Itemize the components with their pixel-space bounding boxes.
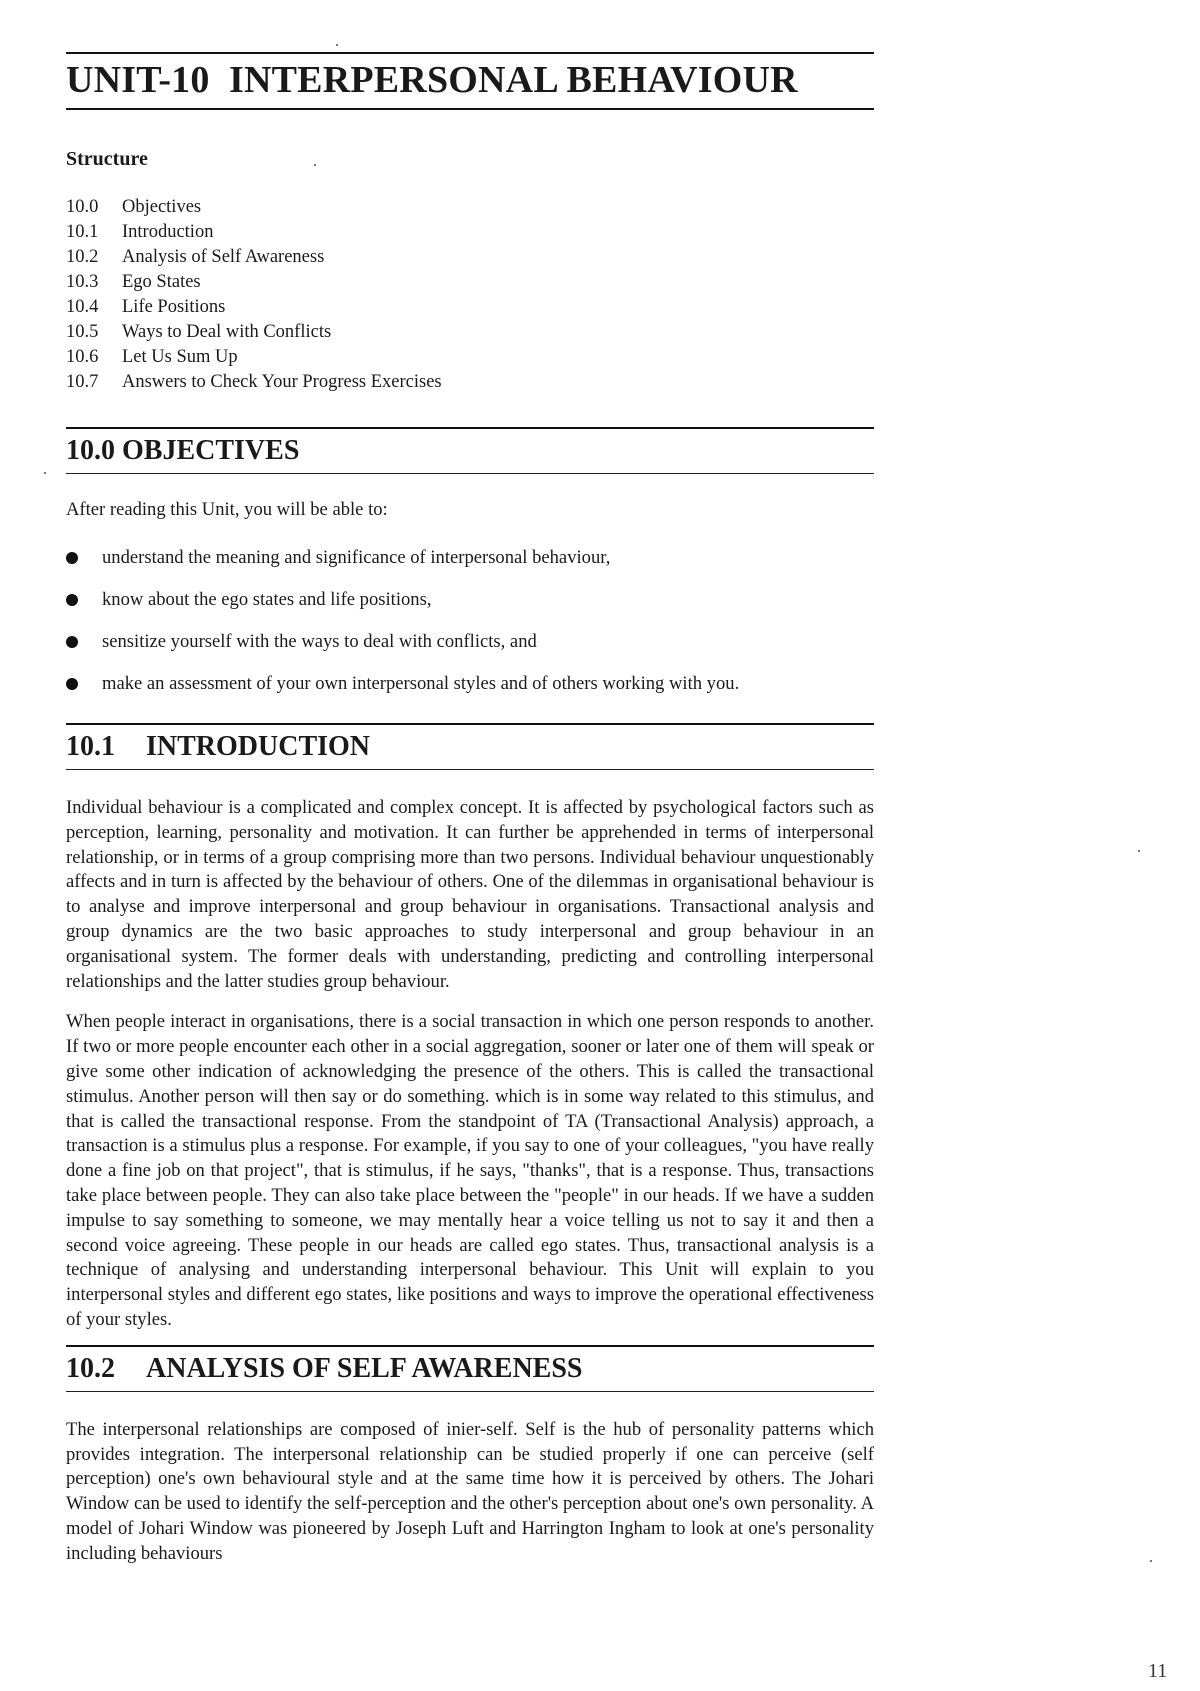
structure-list: [66, 195, 874, 395]
title-bottom-rule: [66, 108, 874, 110]
list-item: understand the meaning and significance of interpersonal behaviour,: [66, 537, 874, 579]
bullet-icon: [66, 594, 78, 606]
toc-item: 10.4 Life Positions: [66, 296, 226, 317]
bullet-icon: [66, 636, 78, 648]
list-item: know about the ego states and life positions,: [66, 579, 874, 621]
self-awareness-top-rule: [66, 1345, 874, 1347]
list-item: make an assessment of your own interpersonal styles and of others working with you.: [66, 663, 874, 705]
document-page: [66, 52, 874, 1567]
scan-speck: [1138, 850, 1140, 852]
list-item: sensitize yourself with the ways to deal with conflicts, and: [66, 621, 874, 663]
scan-speck: [44, 472, 46, 474]
page-number: 11: [1148, 1660, 1168, 1682]
self-awareness-paragraph: The interpersonal relationships are composed of inier-self. Self is the hub of personality patterns which provides integration. The interpersonal relationship can be studied properly if one can perceive (self perception) one's own behavioural style and at the same time how it is perceived by others. The Johari Window can be used to identify the self-perception and the other's perception about one's own personality. A model of Johari Window was pioneered by Joseph Luft and Harrington Ingham to look at one's personality including behaviours: [66, 1418, 874, 1564]
introduction-heading: 10.1 INTRODUCTION: [66, 730, 371, 762]
introduction-bottom-rule: [66, 769, 874, 770]
toc-item: 10.6 Let Us Sum Up: [66, 346, 238, 367]
scan-speck: [1150, 1560, 1152, 1562]
unit-title: UNIT-10 INTERPERSONAL BEHAVIOUR: [66, 59, 798, 101]
introduction-top-rule: [66, 723, 874, 725]
bullet-icon: [66, 552, 78, 564]
toc-item: 10.0 Objectives: [66, 196, 202, 217]
objectives-list: [66, 537, 874, 705]
objectives-heading: 10.0 OBJECTIVES: [66, 434, 300, 466]
scan-speck: [314, 164, 316, 166]
self-awareness-bottom-rule: [66, 1391, 874, 1392]
toc-item: 10.3 Ego States: [66, 271, 201, 292]
objectives-top-rule: [66, 427, 874, 429]
introduction-paragraph-2: When people interact in organisations, there is a social transaction in which one person responds to another. If two or more people encounter each other in a social aggregation, sooner or later one of them will speak or give some other indication of acknowledging the presence of the others. This is called the transactional stimulus. Another person will then say or do something. which is in some way related to this stimulus, and that is called the transactional response. From the standpoint of TA (Transactional Analysis) approach, a transaction is a stimulus plus a response. For example, if you say to one of your colleagues, "you have really done a fine job on that project", that is stimulus, if he says, "thanks", that is a response. Thus, transactions take place between people. They can also take place between the "people" in our heads. If we have a sudden impulse to say something to someone, we may mentally hear a voice telling us not to say it and then a second voice agreeing. These people in our heads are called ego states. Thus, transactional analysis is a technique of analysing and understanding interpersonal behaviour. This Unit will explain to you interpersonal styles and different ego states, like positions and ways to improve the operational effectiveness of your styles.: [66, 1011, 874, 1330]
toc-item: 10.7 Answers to Check Your Progress Exercises: [66, 371, 442, 392]
toc-item: 10.5 Ways to Deal with Conflicts: [66, 321, 332, 342]
objectives-intro: After reading this Unit, you will be able to:: [66, 498, 388, 520]
self-awareness-heading: 10.2 ANALYSIS OF SELF AWARENESS: [66, 1352, 583, 1384]
structure-label: Structure: [66, 147, 148, 170]
bullet-icon: [66, 678, 78, 690]
toc-item: 10.2 Analysis of Self Awareness: [66, 246, 325, 267]
objectives-bottom-rule: [66, 473, 874, 474]
toc-item: 10.1 Introduction: [66, 221, 214, 242]
scan-speck: [336, 44, 338, 46]
introduction-paragraph-1: Individual behaviour is a complicated and complex concept. It is affected by psychological factors such as perception, learning, personality and motivation. It can further be apprehended in terms of interpersonal relationship, or in terms of a group comprising more than two persons. Individual behaviour unquestionably affects and in turn is affected by the behaviour of others. One of the dilemmas in organisational behaviour is to analyse and improve interpersonal and group behaviour in organisations. Transactional analysis and group dynamics are the two basic approaches to study interpersonal and group behaviour in an organisational system. The former deals with understanding, predicting and controlling interpersonal relationships and the latter studies group behaviour.: [66, 796, 874, 992]
top-rule: [66, 52, 874, 54]
